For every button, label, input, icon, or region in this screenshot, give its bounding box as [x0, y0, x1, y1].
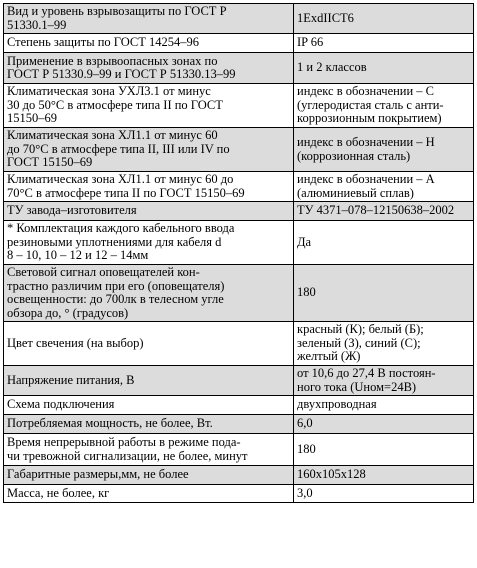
parameter-value-line: 160х105х128	[297, 467, 366, 482]
parameter-value-line: 180	[297, 285, 316, 300]
parameter-name-line: трастно различим при его (оповещателя)	[7, 278, 225, 293]
parameter-name-cell	[4, 466, 294, 485]
parameter-name-line: 51330.1–99	[7, 17, 67, 32]
parameter-name-cell	[4, 202, 294, 221]
parameter-value-cell	[294, 4, 474, 34]
table-row	[4, 415, 474, 434]
parameter-value-line: 1 и 2 классов	[297, 60, 367, 75]
parameter-name-cell	[4, 434, 294, 466]
parameter-name-line: Цвет свечения (на выбор)	[7, 335, 144, 350]
parameter-name-cell	[4, 34, 294, 53]
parameter-value-line: индекс в обозначении – А	[297, 172, 435, 186]
parameter-value-line: индекс в обозначении – С	[297, 84, 435, 99]
parameter-name-line: Масса, не более, кг	[7, 485, 110, 500]
parameter-value-cell	[294, 84, 474, 128]
table-row	[4, 366, 474, 396]
parameter-value-line: 6,0	[297, 416, 313, 431]
parameter-value-line: IP 66	[297, 35, 324, 50]
parameter-name-line: Климатическая зона ХЛ1.1 от минус 60	[7, 128, 218, 143]
parameter-name-line: обзора до, ° (градусов)	[7, 305, 129, 320]
parameter-value-cell	[294, 415, 474, 434]
parameter-name-line: резиновыми уплотнениями для кабеля d	[7, 234, 222, 249]
parameter-name-cell	[4, 53, 294, 84]
table-row	[4, 4, 474, 34]
parameter-name-line: Габаритные размеры,мм, не более	[7, 467, 189, 482]
parameter-name-line: * Комплектация каждого кабельного ввода	[7, 221, 235, 236]
parameter-value-line: желтый (Ж)	[297, 349, 361, 364]
table-row	[4, 396, 474, 415]
parameter-name-cell	[4, 172, 294, 202]
parameter-name-cell	[4, 4, 294, 34]
parameter-value-cell	[294, 265, 474, 322]
parameter-name-line: 15150–69	[7, 111, 57, 126]
parameter-name-line: Вид и уровень взрывозащиты по ГОСТ Р	[7, 4, 227, 18]
table-row	[4, 221, 474, 265]
parameter-name-cell	[4, 415, 294, 434]
table-row	[4, 434, 474, 466]
table-row	[4, 34, 474, 53]
table-row	[4, 485, 474, 503]
parameter-name-cell	[4, 396, 294, 415]
parameter-value-line: 180	[297, 441, 316, 456]
parameter-value-line: индекс в обозначении – Н	[297, 135, 435, 149]
parameter-value-line: коррозионным покрытием)	[297, 111, 442, 126]
parameter-name-line: Время непрерывной работы в режиме пода-	[7, 435, 241, 449]
parameter-value-line: (коррозионная сталь)	[297, 148, 411, 163]
parameter-name-line: ГОСТ 15150–69	[7, 155, 93, 170]
spec-table-body	[4, 4, 474, 503]
parameter-name-line: до 70°С в атмосфере типа II, III или IV по	[7, 141, 230, 156]
parameter-value-cell	[294, 172, 474, 202]
spec-table	[3, 3, 474, 503]
parameter-name-line: освещенности: до 700лк в телесном угле	[7, 292, 224, 306]
parameter-name-line: Применение в взрывоопасных зонах по	[7, 53, 218, 68]
parameter-value-cell	[294, 434, 474, 466]
parameter-name-line: ГОСТ Р 51330.9–99 и ГОСТ Р 51330.13–99	[7, 67, 236, 81]
parameter-value-line: двухпроводная	[297, 397, 377, 412]
parameter-value-line: ТУ 4371–078–12150638–2002	[297, 203, 455, 218]
parameter-value-cell	[294, 396, 474, 415]
parameter-name-line: ТУ завода–изготовителя	[7, 203, 137, 218]
parameter-value-line: зеленый (З), синий (С);	[297, 335, 421, 350]
table-row	[4, 84, 474, 128]
table-row	[4, 128, 474, 172]
table-row	[4, 53, 474, 84]
parameter-name-line: Климатическая зона УХЛ3.1 от минус	[7, 84, 211, 99]
parameter-value-cell	[294, 366, 474, 396]
parameter-value-line: ного тока (Uном=24В)	[297, 379, 417, 394]
parameter-name-line: Степень защиты по ГОСТ 14254–96	[7, 35, 199, 50]
parameter-name-line: 30 до 50°С в атмосфере типа II по ГОСТ	[7, 97, 223, 112]
table-row	[4, 265, 474, 322]
parameter-value-line: (углеродистая сталь с анти-	[297, 97, 444, 112]
parameter-name-cell	[4, 128, 294, 172]
parameter-name-cell	[4, 366, 294, 396]
parameter-value-line: (алюминиевый сплав)	[297, 185, 414, 200]
parameter-name-line: Потребляемая мощность, не более, Вт.	[7, 416, 213, 431]
parameter-value-cell	[294, 202, 474, 221]
parameter-value-cell	[294, 221, 474, 265]
parameter-value-cell	[294, 485, 474, 503]
parameter-name-line: 70°С в атмосфере типа II по ГОСТ 15150–69	[7, 185, 245, 200]
parameter-value-cell	[294, 128, 474, 172]
parameter-value-line: от 10,6 до 27,4 В постоян-	[297, 366, 436, 380]
table-row	[4, 322, 474, 366]
parameter-name-line: чи тревожной сигнализации, не более, минут	[7, 448, 248, 463]
table-row	[4, 172, 474, 202]
parameter-value-cell	[294, 53, 474, 84]
parameter-name-line: Световой сигнал оповещателей кон-	[7, 265, 200, 279]
table-row	[4, 466, 474, 485]
parameter-name-line: 8 – 10, 10 – 12 и 12 – 14мм	[7, 248, 149, 263]
parameter-name-cell	[4, 84, 294, 128]
parameter-name-line: Напряжение питания, В	[7, 372, 135, 387]
table-row	[4, 202, 474, 221]
parameter-value-line: красный (К); белый (Б);	[297, 322, 424, 337]
parameter-value-line: Да	[297, 234, 312, 249]
parameter-value-line: 3,0	[297, 485, 313, 500]
parameter-name-cell	[4, 265, 294, 322]
parameter-name-cell	[4, 221, 294, 265]
parameter-name-line: Схема подключения	[7, 397, 115, 412]
parameter-name-cell	[4, 322, 294, 366]
parameter-name-line: Климатическая зона ХЛ1.1 от минус 60 до	[7, 172, 234, 186]
parameter-value-cell	[294, 466, 474, 485]
parameter-value-line: 1ExdIICT6	[297, 10, 354, 25]
parameter-name-cell	[4, 485, 294, 503]
parameter-value-cell	[294, 322, 474, 366]
parameter-value-cell	[294, 34, 474, 53]
